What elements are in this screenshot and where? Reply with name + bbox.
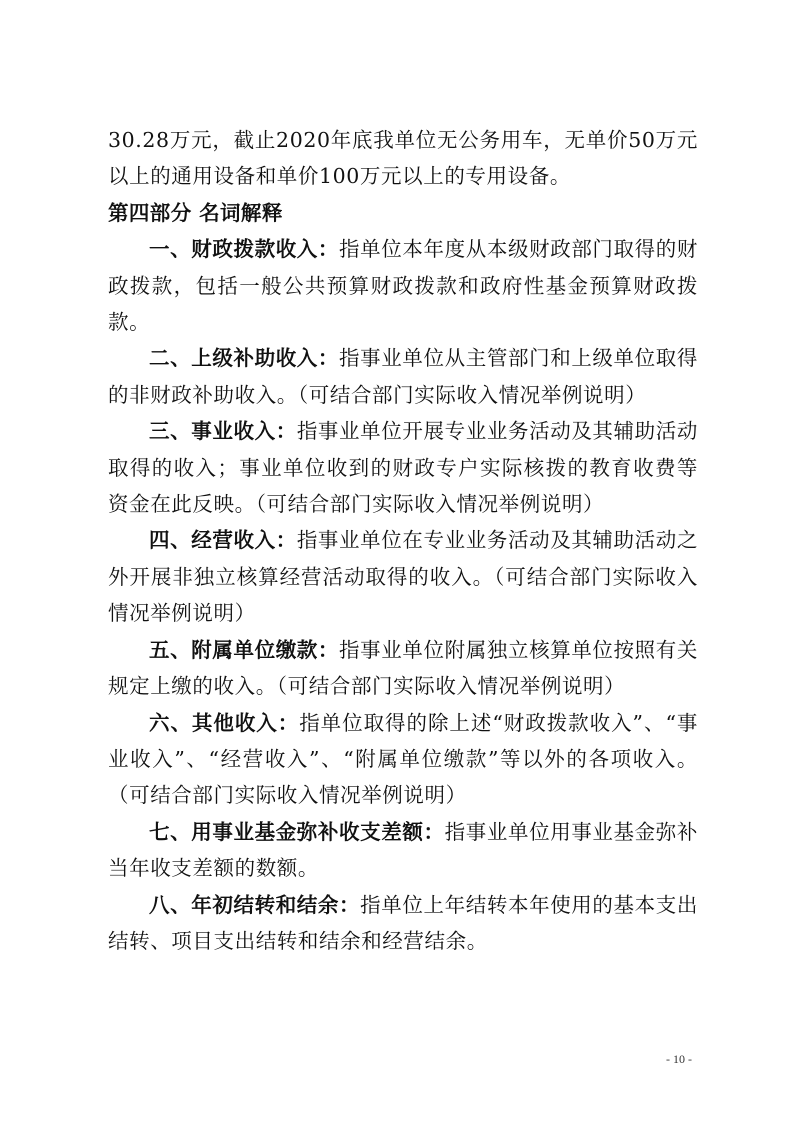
definition-text: 指事业单位附属独立核算单位按照有关规定上缴的收入。（可结合部门实际收入情况举例说明） bbox=[108, 637, 698, 699]
definition-term: 八、年初结转和结余： bbox=[149, 892, 361, 917]
definition-paragraph bbox=[108, 340, 698, 413]
definition-paragraph bbox=[108, 522, 698, 631]
definition-text: 指单位上年结转本年使用的基本支出结转、项目支出结转和结余和经营结余。 bbox=[108, 892, 698, 953]
definition-term: 四、经营收入： bbox=[149, 528, 297, 553]
intro-paragraph: 30.28万元，截止2020年底我单位无公务用车，无单价50万元以上的通用设备和单价100万元以上的专用设备。 bbox=[108, 128, 698, 189]
definition-paragraph bbox=[108, 814, 698, 887]
definition-text: 指事业单位用事业基金弥补当年收支差额的数额。 bbox=[108, 819, 698, 881]
definition-paragraph bbox=[108, 231, 698, 340]
document-body bbox=[108, 122, 698, 959]
section-heading: 第四部分 名词解释 bbox=[108, 200, 283, 225]
definition-term: 五、附属单位缴款： bbox=[149, 637, 340, 662]
definition-term: 三、事业收入： bbox=[149, 419, 297, 444]
definition-text: 指事业单位在专业业务活动及其辅助活动之外开展非独立核算经营活动取得的收入。（可结合部门实际收入情况举例说明） bbox=[108, 528, 698, 626]
definition-term: 一、财政拨款收入： bbox=[149, 237, 340, 262]
definition-term: 七、用事业基金弥补收支差额： bbox=[149, 819, 445, 844]
definition-text: 指事业单位开展专业业务活动及其辅助活动取得的收入；事业单位收到的财政专户实际核拨的教育收费等资金在此反映。（可结合部门实际收入情况举例说明） bbox=[108, 419, 698, 517]
definition-paragraph bbox=[108, 632, 698, 705]
definition-term: 六、其他收入： bbox=[149, 710, 300, 735]
definition-paragraph bbox=[108, 887, 698, 960]
page-number: - 10 - bbox=[666, 1052, 692, 1066]
definition-text: 指事业单位从主管部门和上级单位取得的非财政补助收入。（可结合部门实际收入情况举例说明） bbox=[108, 346, 698, 407]
definition-text: 指单位取得的除上述“财政拨款收入”、“事业收入”、“经营收入”、“附属单位缴款”等以外的各项收入。（可结合部门实际收入情况举例说明） bbox=[108, 710, 698, 808]
definition-text: 指单位本年度从本级财政部门取得的财政拨款，包括一般公共预算财政拨款和政府性基金预算财政拨款。 bbox=[108, 237, 698, 335]
definition-paragraph bbox=[108, 705, 698, 814]
definition-term: 二、上级补助收入： bbox=[149, 346, 340, 371]
definition-paragraph bbox=[108, 413, 698, 522]
